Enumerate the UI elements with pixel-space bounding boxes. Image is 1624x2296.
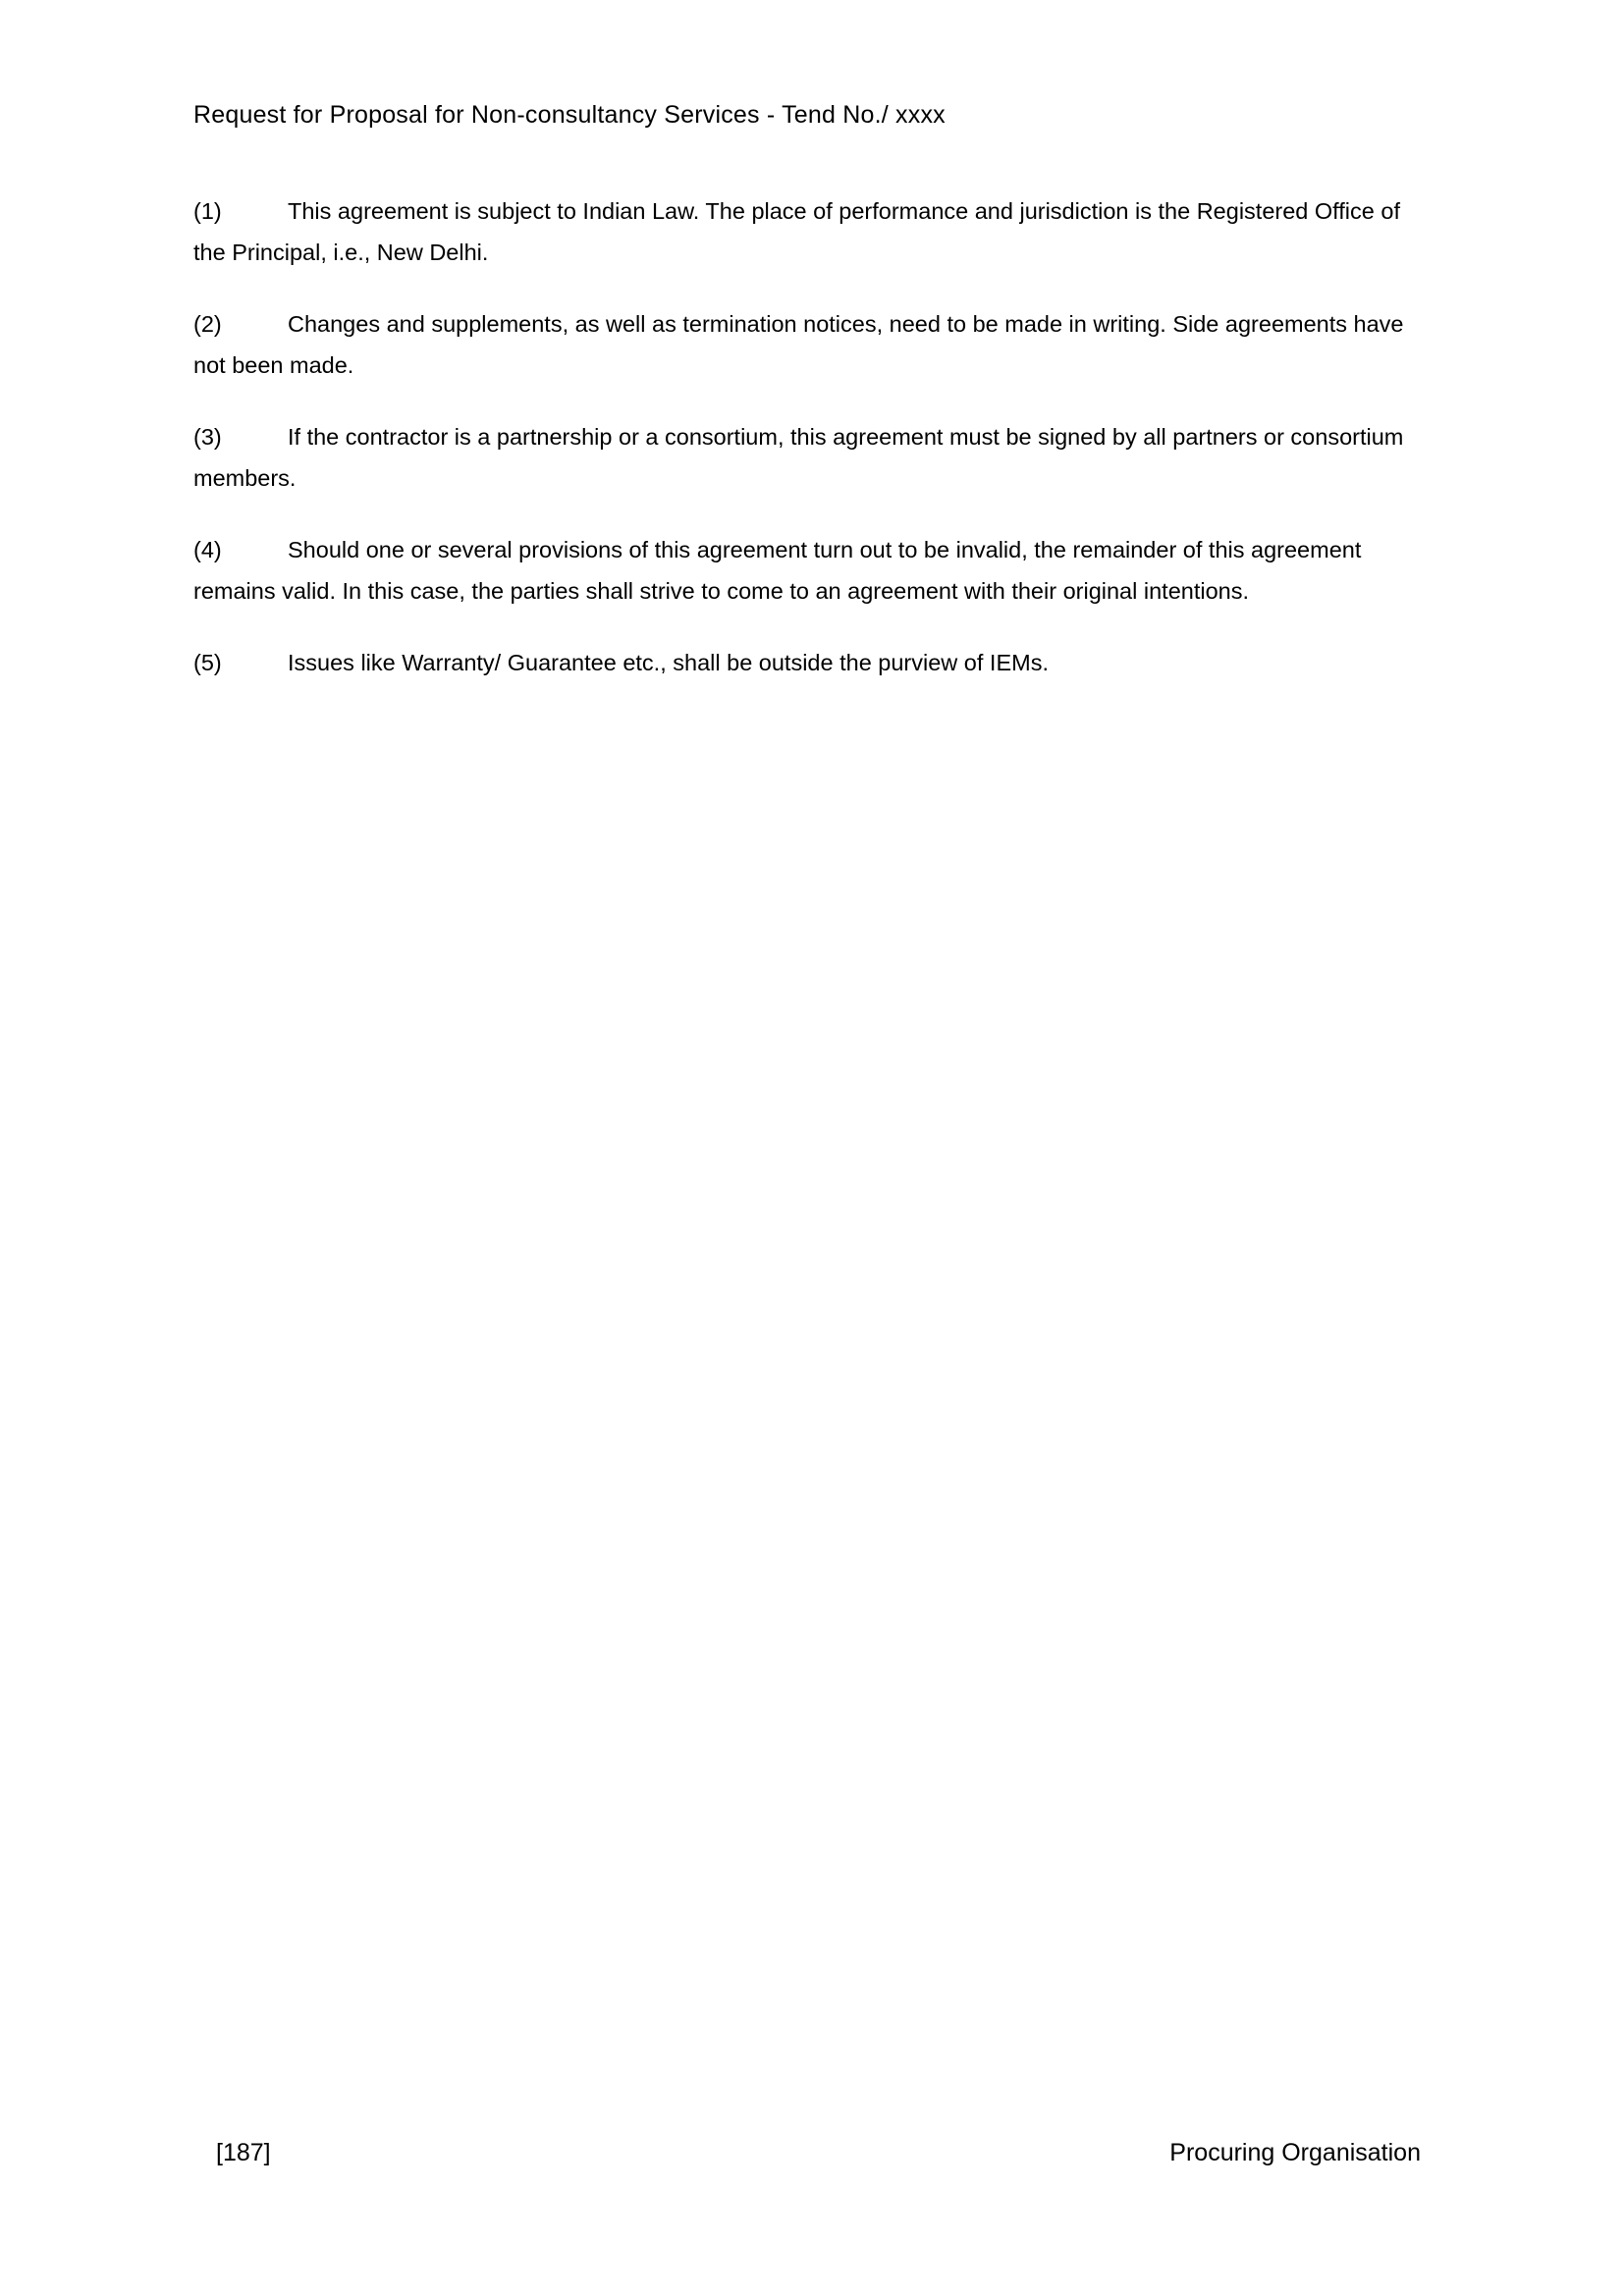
clause-5 xyxy=(193,642,1421,683)
clause-4 xyxy=(193,529,1421,612)
clause-2-number: (2) xyxy=(193,311,222,337)
clause-1-text: This agreement is subject to Indian Law. The place of performance and jurisdiction is the Registered Office of the Principal, i.e., New Delhi. xyxy=(193,198,1400,265)
clause-4-text: Should one or several provisions of this agreement turn out to be invalid, the remainder of this agreement remains valid. In this case, the parties shall strive to come to an agreement with their original intentions. xyxy=(193,537,1362,604)
clause-3-number: (3) xyxy=(193,424,222,450)
page-header-title: Request for Proposal for Non-consultancy Services - Tend No./ xxxx xyxy=(193,101,946,129)
clause-3-text: If the contractor is a partnership or a consortium, this agreement must be signed by all partners or consortium members. xyxy=(193,424,1404,491)
clause-1-number: (1) xyxy=(193,198,222,224)
clause-2 xyxy=(193,303,1421,386)
clause-4-number: (4) xyxy=(193,537,222,562)
clause-5-number: (5) xyxy=(193,650,222,675)
page-footer xyxy=(216,2138,1421,2167)
footer-organisation: Procuring Organisation xyxy=(1169,2139,1421,2166)
footer-page-number: [187] xyxy=(216,2139,271,2166)
clause-2-text: Changes and supplements, as well as termination notices, need to be made in writing. Side agreements have not been made. xyxy=(193,311,1404,378)
clause-1 xyxy=(193,190,1421,273)
clause-3 xyxy=(193,416,1421,499)
clause-5-text: Issues like Warranty/ Guarantee etc., shall be outside the purview of IEMs. xyxy=(288,650,1049,675)
document-body xyxy=(193,190,1421,714)
